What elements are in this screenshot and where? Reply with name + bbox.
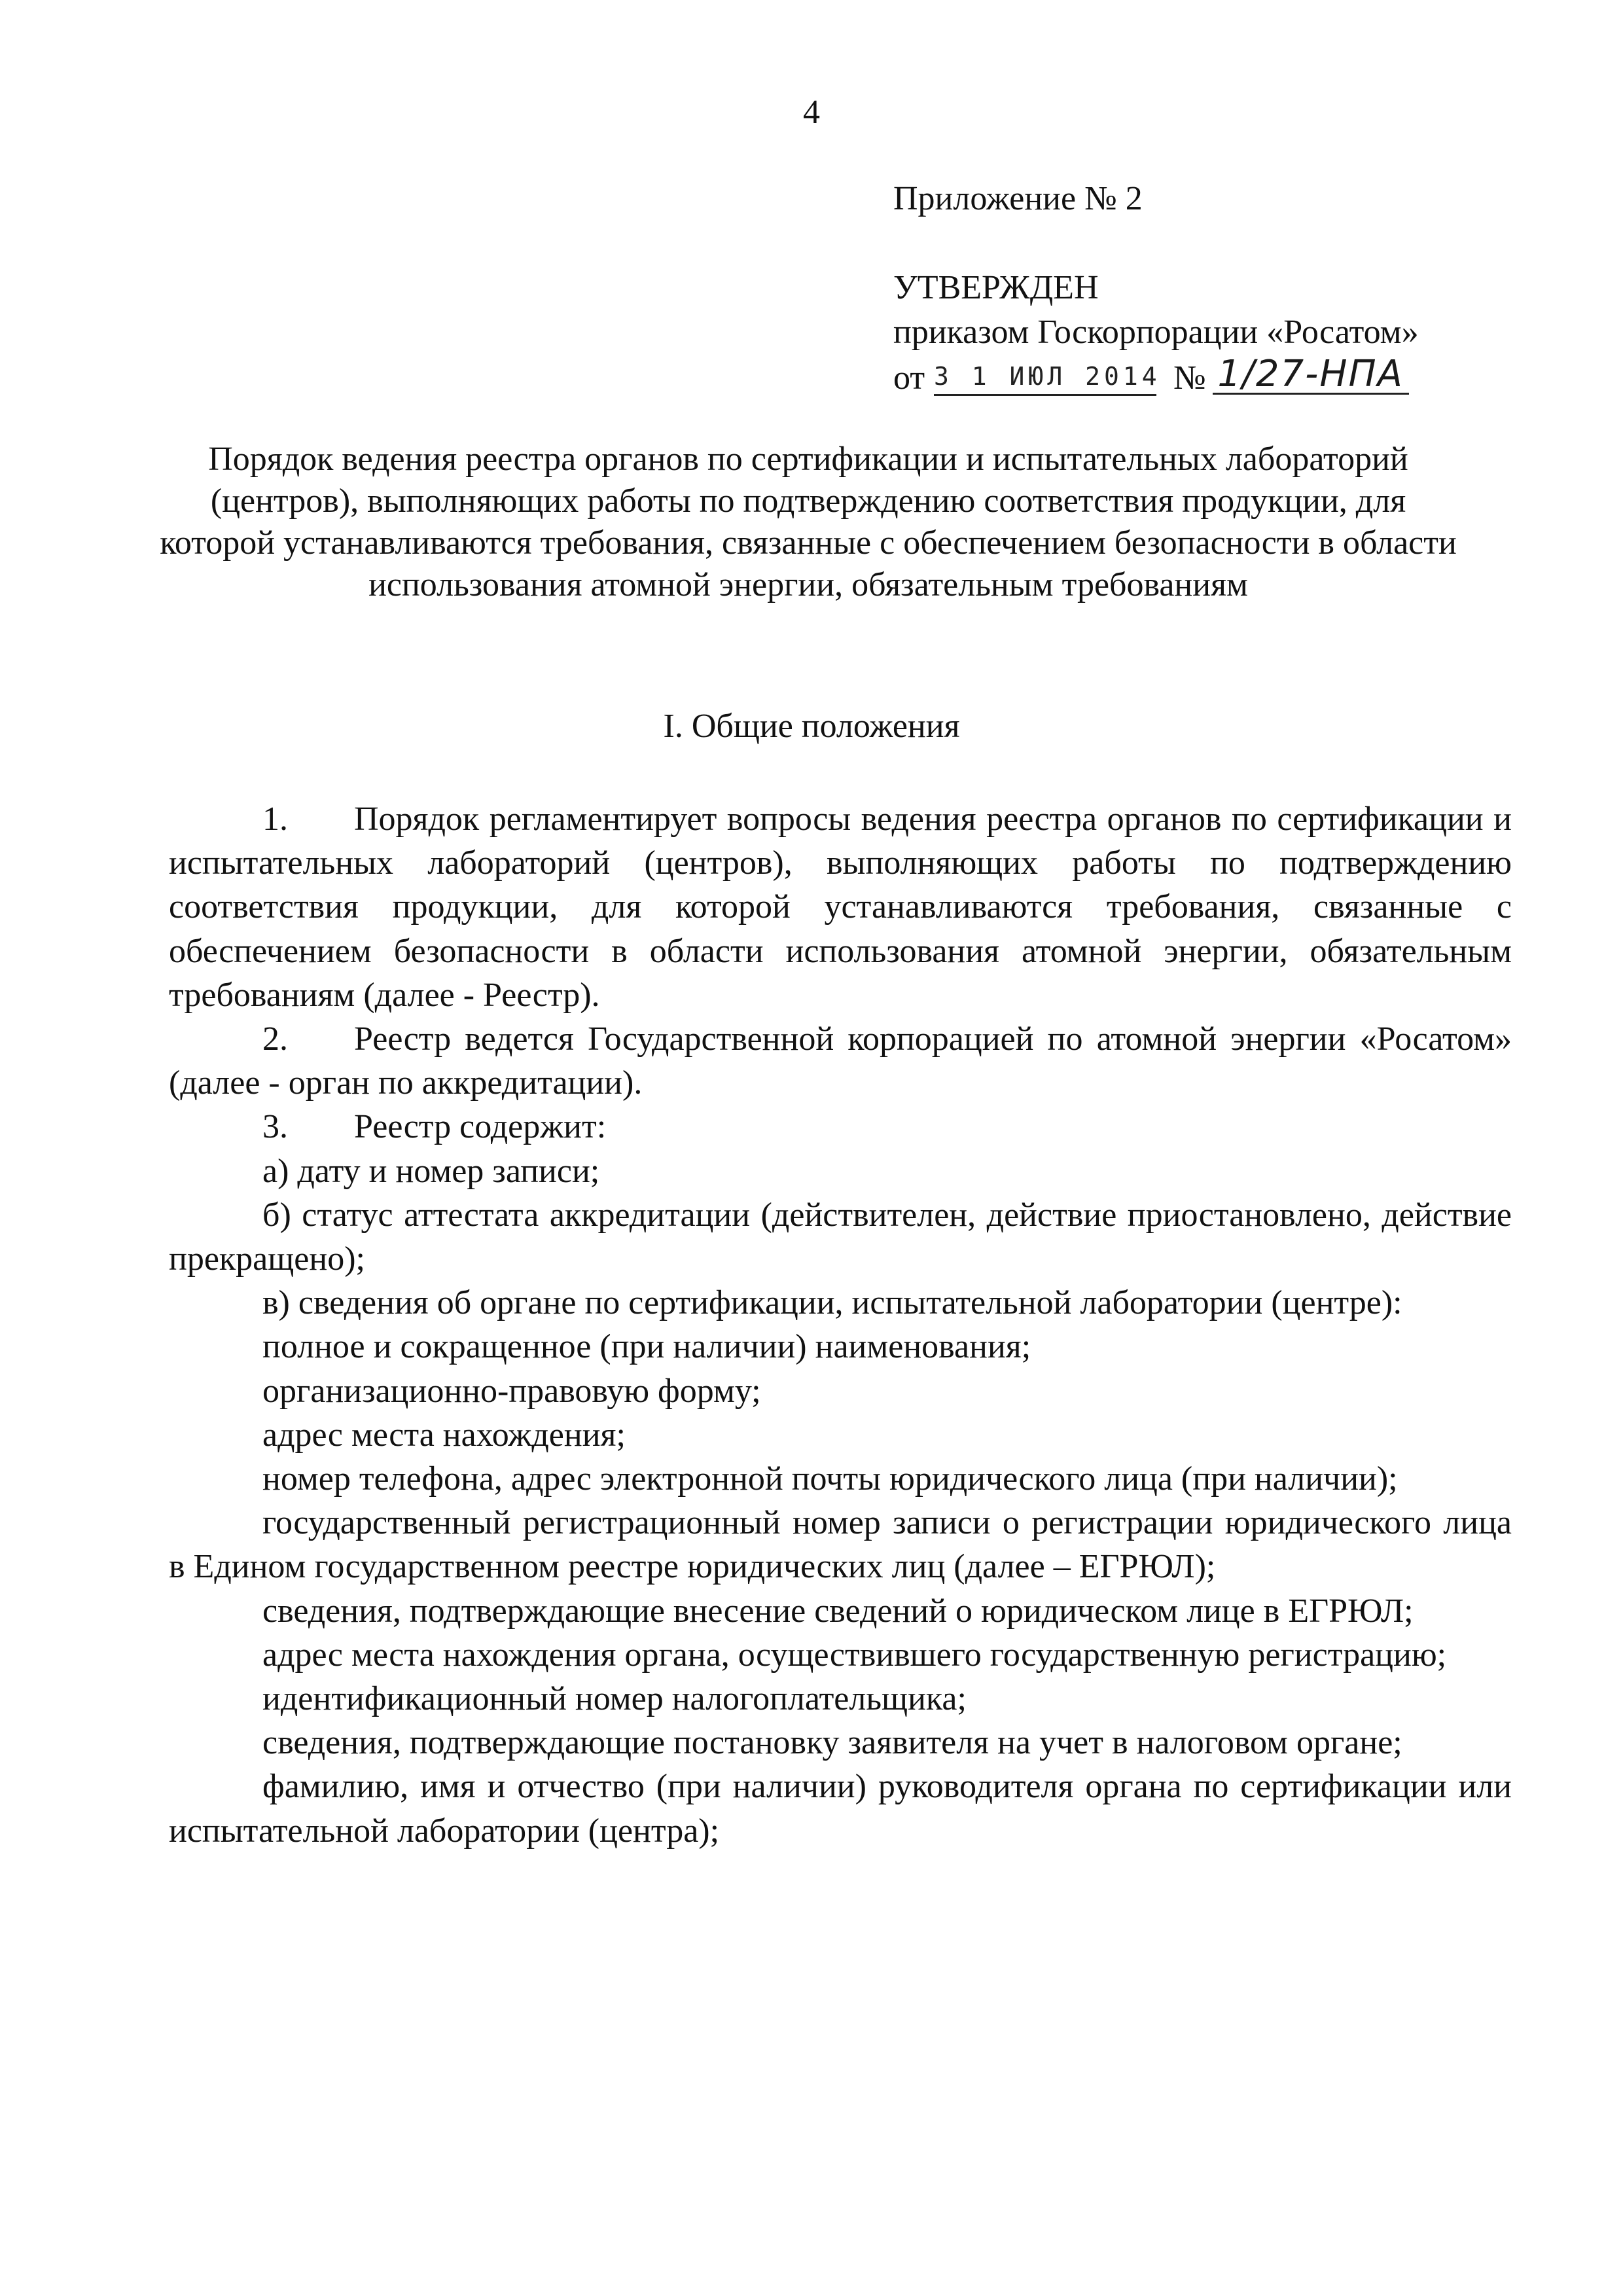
date-field [934,356,1161,396]
paragraph-text: Реестр содержит: [354,1108,607,1146]
list-item-a: а) дату и номер записи; [262,1152,600,1190]
from-label: от [893,359,925,397]
list-item-egrul-confirmation: сведения, подтверждающие внесение сведений о юридическом лице в ЕГРЮЛ; [262,1592,1414,1630]
list-item-address: адрес места нахождения; [262,1416,626,1454]
handwritten-number: 1/27-НПА [1217,353,1404,395]
paragraph-number: 1. [262,800,288,838]
paragraph-number: 3. [262,1108,288,1146]
section-title: I. Общие положения [663,708,960,745]
paragraph-text: Реестр ведется Государственной корпорацией по атомной энергии «Росатом» (далее - орган по аккредитации). [169,1020,1512,1102]
list-item-names: полное и сокращенное (при наличии) наименования; [262,1328,1031,1366]
number-field [1213,355,1409,395]
order-of-label: приказом Госкорпорации «Росатом» [893,314,1419,351]
list-item-inn: идентификационный номер налогоплательщика; [262,1680,967,1718]
document-body [169,797,1512,1853]
approved-label: УТВЕРЖДЕН [893,269,1099,306]
paragraph-2 [169,1017,1512,1105]
approval-block [893,177,1587,401]
list-item-b: б) статус аттестата аккредитации (действителен, действие приостановлено, действие прекращено); [169,1196,1512,1278]
paragraph-3 [169,1105,1512,1149]
paragraph-number: 2. [262,1020,288,1058]
list-item-registrar-address: адрес места нахождения органа, осуществившего государственную регистрацию; [262,1636,1447,1674]
page-number: 4 [803,94,820,131]
paragraph-text: Порядок регламентирует вопросы ведения реестра органов по сертификации и испытательных лабораторий (центров), выполняющих работы по подтверждению соответствия продукции, для которой устанавливаются требования, связанные с обеспечением безопасности в области использования атомной энергии, обязательным требованиям (далее - Реестр). [169,800,1512,1014]
list-item-head-name: фамилию, имя и отчество (при наличии) руководителя органа по сертификации или испытательной лаборатории (центра); [169,1768,1512,1850]
document-title: Порядок ведения реестра органов по сертификации и испытательных лабораторий (центров), выполняющих работы по подтверждению соответствия продукции, для которой устанавливаются требования, связанные с обеспечением безопасности в области использования атомной энергии, обязательным требованиям [160,440,1457,603]
date-stamp: 3 1 ИЮЛ 2014 [934,362,1161,391]
number-label: № [1173,359,1206,397]
list-item-legal-form: организационно-правовую форму; [262,1372,761,1410]
list-item-contacts: номер телефона, адрес электронной почты юридического лица (при наличии); [262,1460,1398,1498]
order-date-number-line [893,355,1587,401]
appendix-label: Приложение № 2 [893,180,1143,217]
list-item-registration-number: государственный регистрационный номер записи о регистрации юридического лица в Едином государственном реестре юридических лиц (далее – ЕГРЮЛ); [169,1504,1512,1586]
list-item-tax-registration: сведения, подтверждающие постановку заявителя на учет в налоговом органе; [262,1724,1402,1762]
list-item-v: в) сведения об органе по сертификации, испытательной лаборатории (центре): [262,1284,1402,1322]
paragraph-1 [169,797,1512,1017]
